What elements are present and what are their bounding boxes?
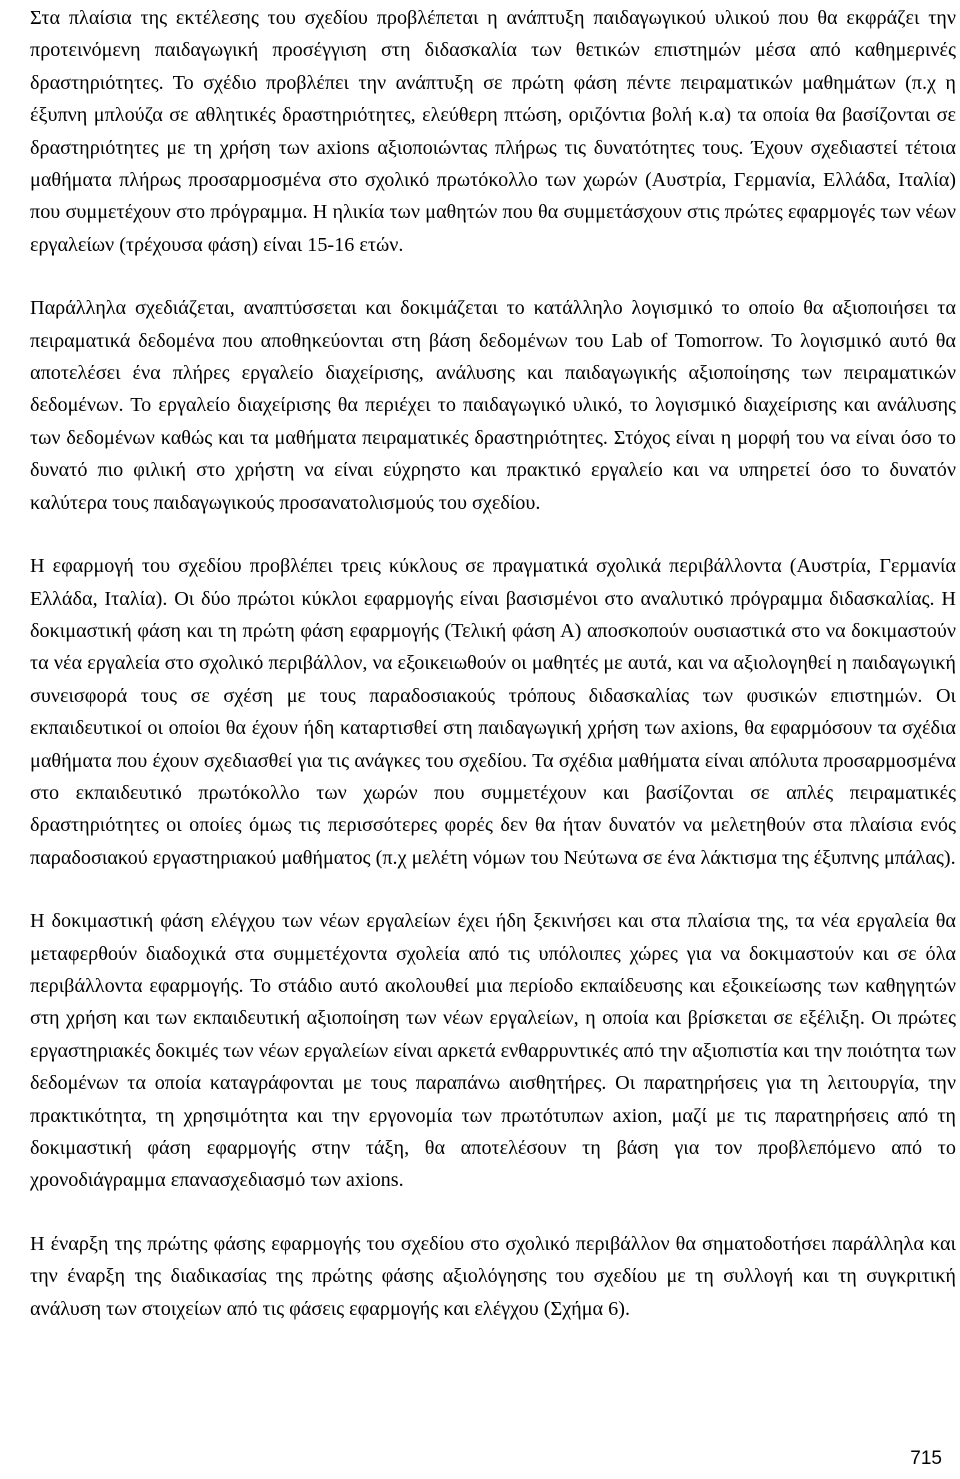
paragraph-gap (30, 519, 956, 550)
document-page (30, 0, 956, 1325)
page-number: 715 (910, 1448, 942, 1469)
paragraph-4: Η δοκιμαστική φάση ελέγχου των νέων εργαλείων έχει ήδη ξεκινήσει και στα πλαίσια της, τα νέα εργαλεία θα μεταφερθούν διαδοχικά στα συμμετέχοντα σχολεία από τις υπόλοιπες χώρες για να δοκιμαστούν και σε όλα περιβάλλοντα εφαρμογής. Το στάδιο αυτό ακολουθεί μια περίοδο εκπαίδευσης και εξοικείωσης των καθηγητών στη χρήση και των εκπαιδευτική αξιοποίηση των νέων εργαλείων, η οποία και βρίσκεται σε εξέλιξη. Οι πρώτες εργαστηριακές δοκιμές των νέων εργαλείων είναι αρκετά ενθαρρυντικές από την αξιοπιστία και την ποιότητα των δεδομένων τα οποία καταγράφονται με τους παραπάνω αισθητήρες. Οι παρατηρήσεις για τη λειτουργία, την πρακτικότητα, τη χρησιμότητα και την εργονομία των πρωτότυπων axion, μαζί με τις παρατηρήσεις από τη δοκιμαστική φάση εφαρμογής στην τάξη, θα αποτελέσουν τη βάση για τον προβλεπόμενο από το χρονοδιάγραμμα επανασχεδιασμό των axions. (30, 910, 956, 1192)
paragraph-gap (30, 874, 956, 905)
paragraph-gap (30, 1197, 956, 1228)
paragraph-2: Παράλληλα σχεδιάζεται, αναπτύσσεται και δοκιμάζεται το κατάλληλο λογισμικό το οποίο θα αξιοποιήσει τα πειραματικά δεδομένα που αποθηκεύονται στη βάση δεδομένων του Lab of Tomorrow. Το λογισμικό αυτό θα αποτελέσει ένα πλήρες εργαλείο διαχείρισης, ανάλυσης και παιδαγωγικής αξιοποίησης των πειραματικών δεδομένων. Το εργαλείο διαχείρισης θα περιέχει το παιδαγωγικό υλικό, το λογισμικό διαχείρισης και ανάλυσης των δεδομένων καθώς και τα μαθήματα πειραματικές δραστηριότητες. Στόχος είναι η μορφή του να είναι όσο το δυνατό πιο φιλική στο χρήστη να είναι εύχρηστο και πρακτικό εργαλείο και να υπηρετεί όσο το δυνατόν καλύτερα τους παιδαγωγικούς προσανατολισμούς του σχεδίου. (30, 297, 956, 514)
paragraph-gap (30, 261, 956, 292)
paragraph-5: Η έναρξη της πρώτης φάσης εφαρμογής του σχεδίου στο σχολικό περιβάλλον θα σηματοδοτήσει παράλληλα και την έναρξη της διαδικασίας της πρώτης φάσης αξιολόγησης του σχεδίου με τη συλλογή και τη συγκριτική ανάλυση των στοιχείων από τις φάσεις εφαρμογής και ελέγχου (Σχήμα 6). (30, 1232, 956, 1320)
paragraph-1: Στα πλαίσια της εκτέλεσης του σχεδίου προβλέπεται η ανάπτυξη παιδαγωγικού υλικού που θα εκφράζει την προτεινόμενη παιδαγωγική προσέγγιση στη διδασκαλία των θετικών επιστημών μέσα από καθημερινές δραστηριότητες. Το σχέδιο προβλέπει την ανάπτυξη σε πρώτη φάση πέντε πειραματικών μαθημάτων (π.χ η έξυπνη μπλούζα σε αθλητικές δραστηριότητες, ελεύθερη πτώση, οριζόντια βολή κ.α) τα οποία θα βασίζονται σε δραστηριότητες με τη χρήση των axions αξιοποιώντας πλήρως τις δυνατότητες τους. Έχουν σχεδιαστεί τέτοια μαθήματα πλήρως προσαρμοσμένα στο σχολικό πρωτόκολλο των χωρών (Αυστρία, Γερμανία, Ελλάδα, Ιταλία) που συμμετέχουν στο πρόγραμμα. Η ηλικία των μαθητών που θα συμμετάσχουν στις πρώτες εφαρμογές των νέων εργαλείων (τρέχουσα φάση) είναι 15-16 ετών. (30, 7, 956, 256)
paragraph-3: Η εφαρμογή του σχεδίου προβλέπει τρεις κύκλους σε πραγματικά σχολικά περιβάλλοντα (Αυστρία, Γερμανία Ελλάδα, Ιταλία). Οι δύο πρώτοι κύκλοι εφαρμογής είναι βασισμένοι στο αναλυτικό πρόγραμμα διδασκαλίας. Η δοκιμαστική φάση και τη πρώτη φάση εφαρμογής (Τελική φάση Α) αποσκοπούν ουσιαστικά στο να δοκιμαστούν τα νέα εργαλεία στο σχολικό περιβάλλον, να εξοικειωθούν οι μαθητές με αυτά, και να αξιολογηθεί η παιδαγωγική συνεισφορά τους σε σχέση με τους παραδοσιακούς τρόπους διδασκαλίας των φυσικών επιστημών. Οι εκπαιδευτικοί οι οποίοι θα έχουν ήδη καταρτισθεί στη παιδαγωγική χρήση των axions, θα εφαρμόσουν τα σχέδια μαθήματα που έχουν σχεδιασθεί για τις ανάγκες του σχεδίου. Τα σχέδια μαθήματα είναι απόλυτα προσαρμοσμένα στο εκπαιδευτικό πρωτόκολλο των χωρών που συμμετέχουν και βασίζονται σε απλές πειραματικές δραστηριότητες οι οποίες όμως τις περισσότερες φορές δεν θα ήταν δυνατόν να μελετηθούν στα πλαίσια ενός παραδοσιακού εργαστηριακού μαθήματος (π.χ μελέτη νόμων του Νεύτωνα σε ένα λάκτισμα της έξυπνης μπάλας). (30, 555, 956, 869)
